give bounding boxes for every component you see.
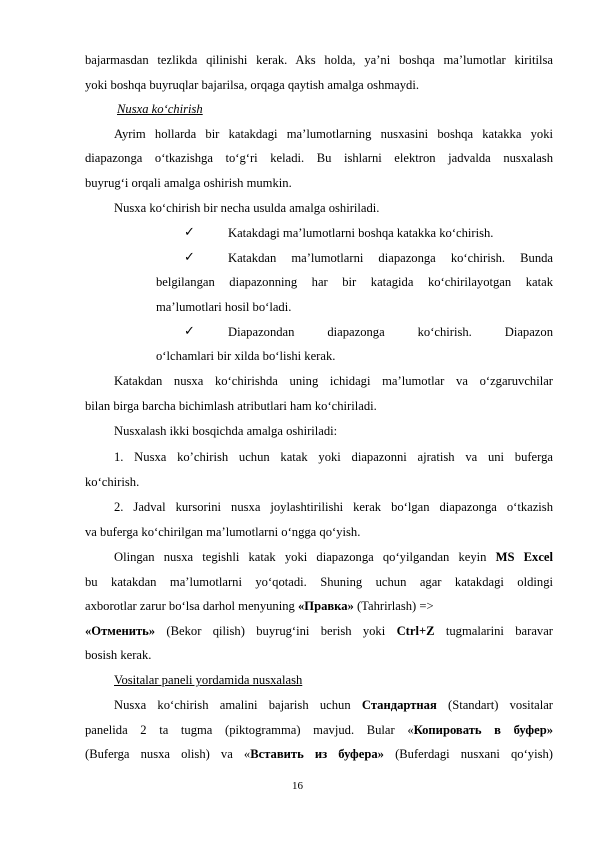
bullet-item: Katakdagi ma’lumotlarni boshqa katakka ko‘chirish. (228, 226, 494, 240)
section-heading: Vositalar paneli yordamida nusxalash (114, 673, 303, 687)
paragraph-line: 2. Jadval kursorini nusxa joylashtirilishi kerak bo‘lgan diapazonga o‘tkazish (114, 500, 553, 514)
bullet-item-line: ma’lumotlari hosil bo‘ladi. (156, 300, 292, 314)
bullet-item: Katakdan ma’lumotlarni diapazonga ko‘chirish. Bunda (228, 251, 553, 265)
paragraph-line: bajarmasdan tezlikda qilinishi kerak. Aks holda, ya’ni boshqa ma’lumotlar kiritilsa (85, 53, 553, 67)
app-name: MS Excel (495, 550, 553, 564)
section-heading: Nusxa ko‘chirish (117, 102, 203, 116)
paragraph-line: bu katakdan ma’lumotlarni yo‘qotadi. Shuning uchun agar katakdagi oldingi (85, 575, 553, 589)
paragraph-line: 1. Nusxa ko’chirish uchun katak yoki diapazonni ajratish va uni buferga (114, 450, 553, 464)
paragraph-line: Nusxa ko‘chirish bir necha usulda amalga oshiriladi. (114, 201, 380, 215)
paragraph-line: axborotlar zarur bo‘lsa darhol menyuning «Правка» (Tahrirlash) => (85, 599, 434, 613)
paragraph-line: va buferga ko‘chirilgan ma’lumotlarni o‘ngga qo‘yish. (85, 525, 361, 539)
command-name: «Отменить» (85, 624, 156, 638)
paragraph-line: Katakdan nusxa ko‘chirishda uning ichidagi ma’lumotlar va o‘zgaruvchilar (114, 374, 553, 388)
paragraph-line: Ayrim hollarda bir katakdagi ma’lumotlarning nusxasini boshqa katakka yoki (114, 127, 553, 141)
checkmark-icon: ✓ (184, 225, 195, 240)
paragraph-line: panelida 2 ta tugma (piktogramma) mavjud. Bular «Копировать в буфер» (85, 723, 553, 737)
bullet-item: Diapazondan diapazonga ko‘chirish. Diapazon (228, 325, 553, 339)
page-number: 16 (292, 780, 303, 792)
paragraph-line: bilan birga barcha bichimlash atributlari ham ko‘chiriladi. (85, 399, 377, 413)
bullet-item-line: o‘lchamlari bir xilda bo‘lishi kerak. (156, 349, 336, 363)
paragraph-line: (Buferga nusxa olish) va «Вставить из буфера» (Buferdagi nusxani qo‘yish) (85, 747, 553, 761)
bullet-item-line: belgilangan diapazonning har bir katagida ko‘chirilayotgan katak (156, 275, 553, 289)
paragraph-line: bosish kerak. (85, 648, 152, 662)
paragraph-line: «Отменить» (Bekor qilish) buyrug‘ini berish yoki Ctrl+Z tugmalarini baravar (85, 624, 553, 638)
button-name: Вставить из буфера» (250, 747, 384, 761)
checkmark-icon: ✓ (184, 324, 195, 339)
toolbar-name: Стандартная (361, 698, 437, 712)
button-name: Копировать в буфер» (413, 723, 553, 737)
paragraph-line: Nusxa ko‘chirish amalini bajarish uchun Стандартная (Standart) vositalar (114, 698, 553, 712)
paragraph-line: buyrug‘i orqali amalga oshirish mumkin. (85, 176, 292, 190)
shortcut-key: Ctrl+Z (396, 624, 435, 638)
paragraph-line: Olingan nusxa tegishli katak yoki diapazonga qo‘yilgandan keyin MS Excel (114, 550, 553, 564)
menu-name: «Правка» (297, 599, 354, 613)
paragraph-line: Nusxalash ikki bosqichda amalga oshiriladi: (114, 424, 338, 438)
checkmark-icon: ✓ (184, 250, 195, 265)
paragraph-line: diapazonga o‘tkazishga to‘g‘ri keladi. Bu ishlarni elektron jadvalda nusxalash (85, 151, 553, 165)
paragraph-line: ko‘chirish. (85, 475, 140, 489)
paragraph-line: yoki boshqa buyruqlar bajarilsa, orqaga qaytish amalga oshmaydi. (85, 78, 419, 92)
